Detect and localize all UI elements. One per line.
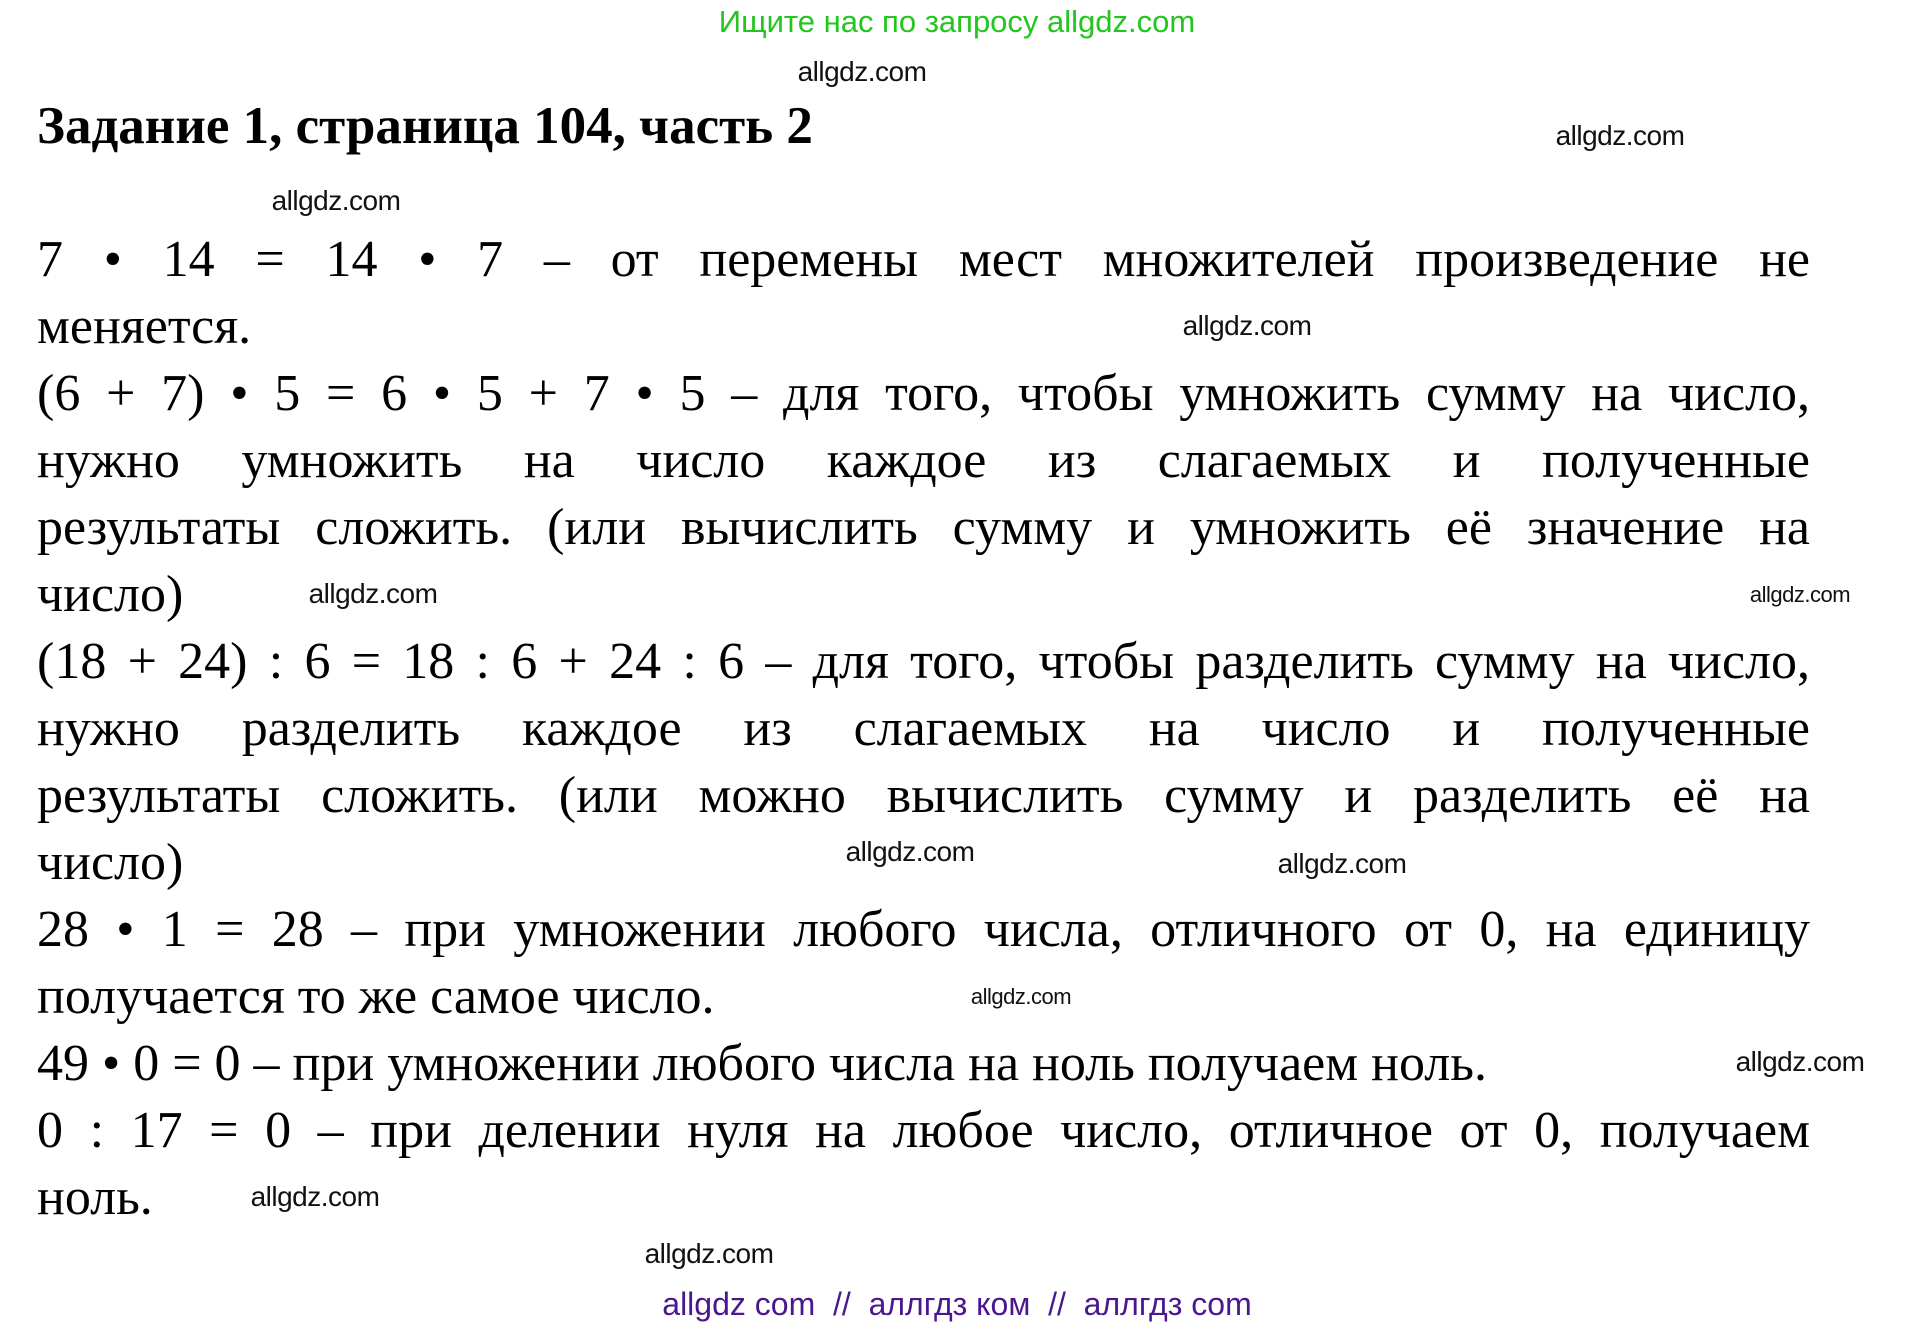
text-line: 49 • 0 = 0 – при умножении любого числа на ноль получаем ноль. xyxy=(37,1035,1487,1092)
watermark: allgdz.com xyxy=(1182,310,1312,341)
text-line: (18 + 24) : 6 = 18 : 6 + 24 : 6 – для того, чтобы разделить сумму на число, xyxy=(37,633,1810,690)
text-line: нужно разделить каждое из слагаемых на число и полученные xyxy=(37,700,1810,757)
text-line: получается то же самое число. xyxy=(37,968,715,1025)
solution-text xyxy=(37,226,1810,1231)
text-line: нужно умножить на число каждое из слагаемых и полученные xyxy=(37,432,1810,489)
watermark: allgdz.com xyxy=(845,836,975,867)
text-line: (6 + 7) • 5 = 6 • 5 + 7 • 5 – для того, чтобы умножить сумму на число, xyxy=(37,365,1810,422)
watermark: allgdz.com xyxy=(644,1238,774,1269)
watermark: allgdz.com xyxy=(308,578,438,609)
text-line: результаты сложить. (или вычислить сумму и умножить её значение на xyxy=(37,499,1810,556)
watermark: allgdz.com xyxy=(250,1181,380,1212)
footer-links: allgdz com // аллгдз ком // аллгдз com xyxy=(662,1286,1252,1322)
watermark: allgdz.com xyxy=(271,185,401,216)
watermark: allgdz.com xyxy=(1749,582,1851,607)
watermark: allgdz.com xyxy=(1555,120,1685,151)
text-line: результаты сложить. (или можно вычислить сумму и разделить её на xyxy=(37,767,1810,824)
text-line: 7 • 14 = 14 • 7 – от перемены мест множителей произведение не xyxy=(37,231,1810,288)
text-line: ноль. xyxy=(37,1169,153,1226)
watermark: allgdz.com xyxy=(1735,1046,1865,1077)
watermark: allgdz.com xyxy=(1277,848,1407,879)
text-line: число) xyxy=(37,834,184,891)
page-title: Задание 1, страница 104, часть 2 xyxy=(37,97,813,155)
text-line: 28 • 1 = 28 – при умножении любого числа, отличного от 0, на единицу xyxy=(37,901,1810,958)
text-line: 0 : 17 = 0 – при делении нуля на любое число, отличное от 0, получаем xyxy=(37,1102,1810,1159)
text-line: число) xyxy=(37,566,184,623)
watermark: allgdz.com xyxy=(797,56,927,87)
text-line: меняется. xyxy=(37,298,252,355)
search-banner: Ищите нас по запросу allgdz.com xyxy=(718,4,1196,39)
watermark: allgdz.com xyxy=(970,984,1072,1009)
